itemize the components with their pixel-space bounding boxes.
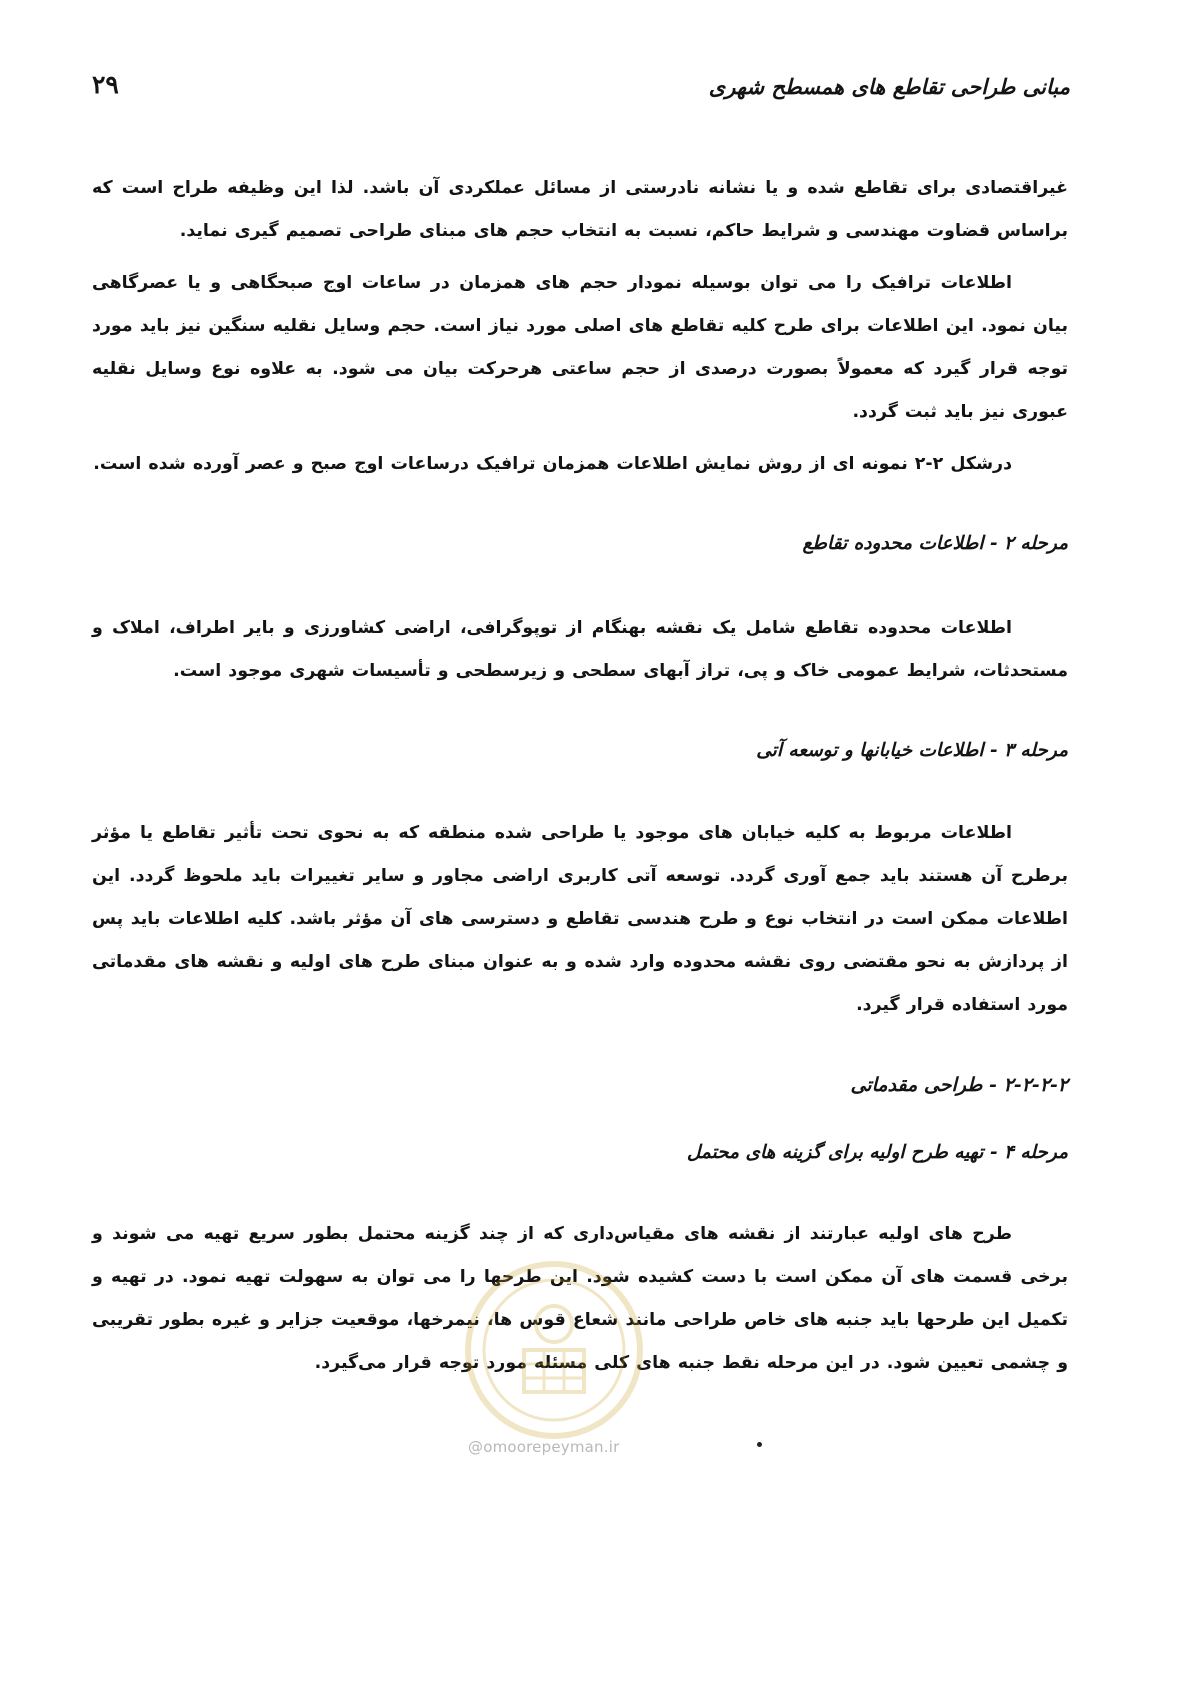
running-title: مبانی طراحی تقاطع های همسطح شهری (708, 74, 1070, 99)
paragraph-4: اطلاعات محدوده تقاطع شامل یک نقشه بهنگام از توپوگرافی، اراضی کشاورزی و بایر اطراف، املاک و مستحدثات، شرایط عمومی خاک و پی، تراز آبهای سطحی و زیرسطحی و تأسیسات شهری موجود است. (92, 618, 1068, 681)
page-content (92, 167, 1068, 1385)
watermark-seal-icon (462, 1258, 646, 1442)
heading-preliminary-design: ۲-۲-۲-۲ - طراحی مقدماتی (850, 1074, 1068, 1096)
page-number: ۲۹ (92, 70, 119, 99)
watermark-handle: @omoorepeyman.ir (468, 1438, 620, 1456)
paragraph-1: غیراقتصادی برای تقاطع شده و یا نشانه نادرستی از مسائل عملکردی آن باشد. لذا این وظیفه طراح است که براساس قضاوت مهندسی و شرایط حاکم، نسبت به انتخاب حجم های مبنای طراحی تصمیم گیری نماید. (92, 178, 1068, 241)
paragraph-2: اطلاعات ترافیک را می توان بوسیله نمودار حجم های همزمان در ساعات اوج صبحگاهی و یا عصرگاهی بیان نمود. این اطلاعات برای طرح کلیه تقاطع های اصلی مورد نیاز است. حجم وسایل نقلیه سنگین نیز باید مورد توجه قرار گیرد که معمولاً بصورت درصدی از حجم ساعتی هرحرکت بیان می شود. به علاوه نوع وسایل نقلیه عبوری نیز باید ثبت گردد. (92, 273, 1068, 422)
heading-stage-2: مرحله ۲ - اطلاعات محدوده تقاطع (802, 533, 1068, 554)
page-dot (757, 1442, 762, 1447)
paragraph-6: طرح های اولیه عبارتند از نقشه های مقیاس‌داری که از چند گزینه محتمل بطور سریع تهیه می شوند و برخی قسمت های آن ممکن است با دست کشیده شود. این طرحها را می توان به سهولت تهیه نمود. در تهیه و تکمیل این طرحها باید جنبه های خاص طراحی مانند شعاع قوس ها، نیمرخها، موقعیت جزایر و غیره بطور تقریبی و چشمی تعیین شود. در این مرحله نقط جنبه های کلی مسئله مورد توجه قرار می‌گیرد. (92, 1224, 1068, 1373)
heading-stage-3: مرحله ۳ - اطلاعات خیابانها و توسعه آتی (756, 740, 1068, 761)
paragraph-5: اطلاعات مربوط به کلیه خیابان های موجود یا طراحی شده منطقه که به نحوی تحت تأثیر تقاطع یا مؤثر برطرح آن هستند باید جمع آوری گردد. توسعه آتی کاربری اراضی مجاور و سایر تغییرات باید ملحوظ گردد. این اطلاعات ممکن است در انتخاب نوع و طرح هندسی تقاطع و دسترسی های آن مؤثر باشد. کلیه اطلاعات باید پس از پردازش به نحو مقتضی روی نقشه محدوده وارد شده و به عنوان مبنای طرح های اولیه و نقشه های مقدماتی مورد استفاده قرار گیرد. (92, 823, 1068, 1015)
heading-stage-4: مرحله ۴ - تهیه طرح اولیه برای گزینه های محتمل (686, 1142, 1068, 1163)
page-header (92, 70, 1070, 110)
paragraph-3: درشکل ۲-۲ نمونه ای از روش نمایش اطلاعات همزمان ترافیک درساعات اوج صبح و عصر آورده شده است. (93, 454, 1012, 474)
